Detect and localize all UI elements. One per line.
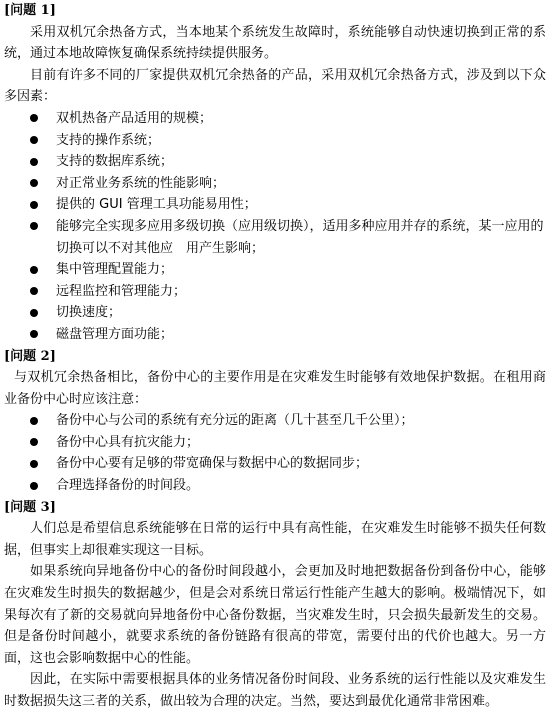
list-item: 合理选择备份的时间段。 [30,475,546,497]
q3-paragraph-3: 因此，在实际中需要根据具体的业务情况备份时间段、业务系统的运行性能以及灾难发生时数据损失这三者的关系，做出较为合理的决定。当然，要达到最优化通常非常困难。 [4,672,546,709]
list-item: 能够完全实现多应用多级切换（应用级切换），适用多种应用并存的系统，某一应用的切换可以不对其他应 用产生影响； [30,216,546,259]
bullet-icon [30,222,38,230]
bullet-icon [30,417,38,425]
bullet-icon [30,287,38,295]
q2-paragraph-1: 与双机冗余热备相比，备份中心的主要作用是在灾难发生时能够有效地保护数据。在租用商业备份中心时应该注意： [4,370,546,407]
q1-factor-list [4,108,546,346]
list-item: 备份中心与公司的系统有充分远的距离（几十甚至几千公里）； [30,410,546,432]
list-item: 提供的 GUI 管理工具功能易用性； [30,194,546,216]
list-item: 双机热备产品适用的规模； [30,108,546,130]
q3-paragraph-1: 人们总是希望信息系统能够在日常的运行中具有高性能，在灾难发生时能够不损失任何数据，但事实上却很难实现这一目标。 [4,521,546,558]
q1-paragraph-2: 目前有许多不同的厂家提供双机冗余热备的产品，采用双机冗余热备方式，涉及到以下众多因素： [4,67,546,105]
bullet-icon [30,266,38,274]
bullet-icon [30,460,38,468]
list-item: 对正常业务系统的性能影响； [30,173,546,195]
list-item: 远程监控和管理能力； [30,281,546,303]
bullet-icon [30,309,38,317]
q1-heading: [问题 1] [4,3,56,18]
list-item: 集中管理配置能力； [30,259,546,281]
list-item: 备份中心具有抗灾能力； [30,432,546,454]
bullet-icon [30,330,38,338]
q3-heading: [问题 3] [4,499,56,515]
bullet-icon [30,438,38,446]
q1-paragraph-1: 采用双机冗余热备方式，当本地某个系统发生故障时，系统能够自动快速切换到正常的系统，通过本地故障恢复确保系统持续提供服务。 [4,24,546,62]
bullet-icon [30,136,38,144]
list-item: 切换速度； [30,302,546,324]
q2-heading: [问题 2] [4,348,56,364]
list-item: 备份中心要有足够的带宽确保与数据中心的数据同步； [30,453,546,475]
q2-notice-list [4,410,546,496]
list-item: 磁盘管理方面功能； [30,324,546,346]
bullet-icon [30,482,38,490]
q3-paragraph-2: 如果系统向异地备份中心的备份时间段越小，会更加及时地把数据备份到备份中心，能够在灾难发生时损失的数据越少，但是会对系统日常运行性能产生越大的影响。极端情况下，如果每次有了新的交易就向异地备份中心备份数据，当灾难发生时，只会损失最新发生的交易。但是备份时间越小，就要求系统的备份链路有很高的带宽，需要付出的代价也越大。另一方面，这也会影响数据中心的性能。 [4,564,546,666]
bullet-icon [30,114,38,122]
bullet-icon [30,179,38,187]
bullet-icon [30,158,38,166]
list-item: 支持的操作系统； [30,130,546,152]
bullet-icon [30,201,38,209]
list-item: 支持的数据库系统； [30,151,546,173]
